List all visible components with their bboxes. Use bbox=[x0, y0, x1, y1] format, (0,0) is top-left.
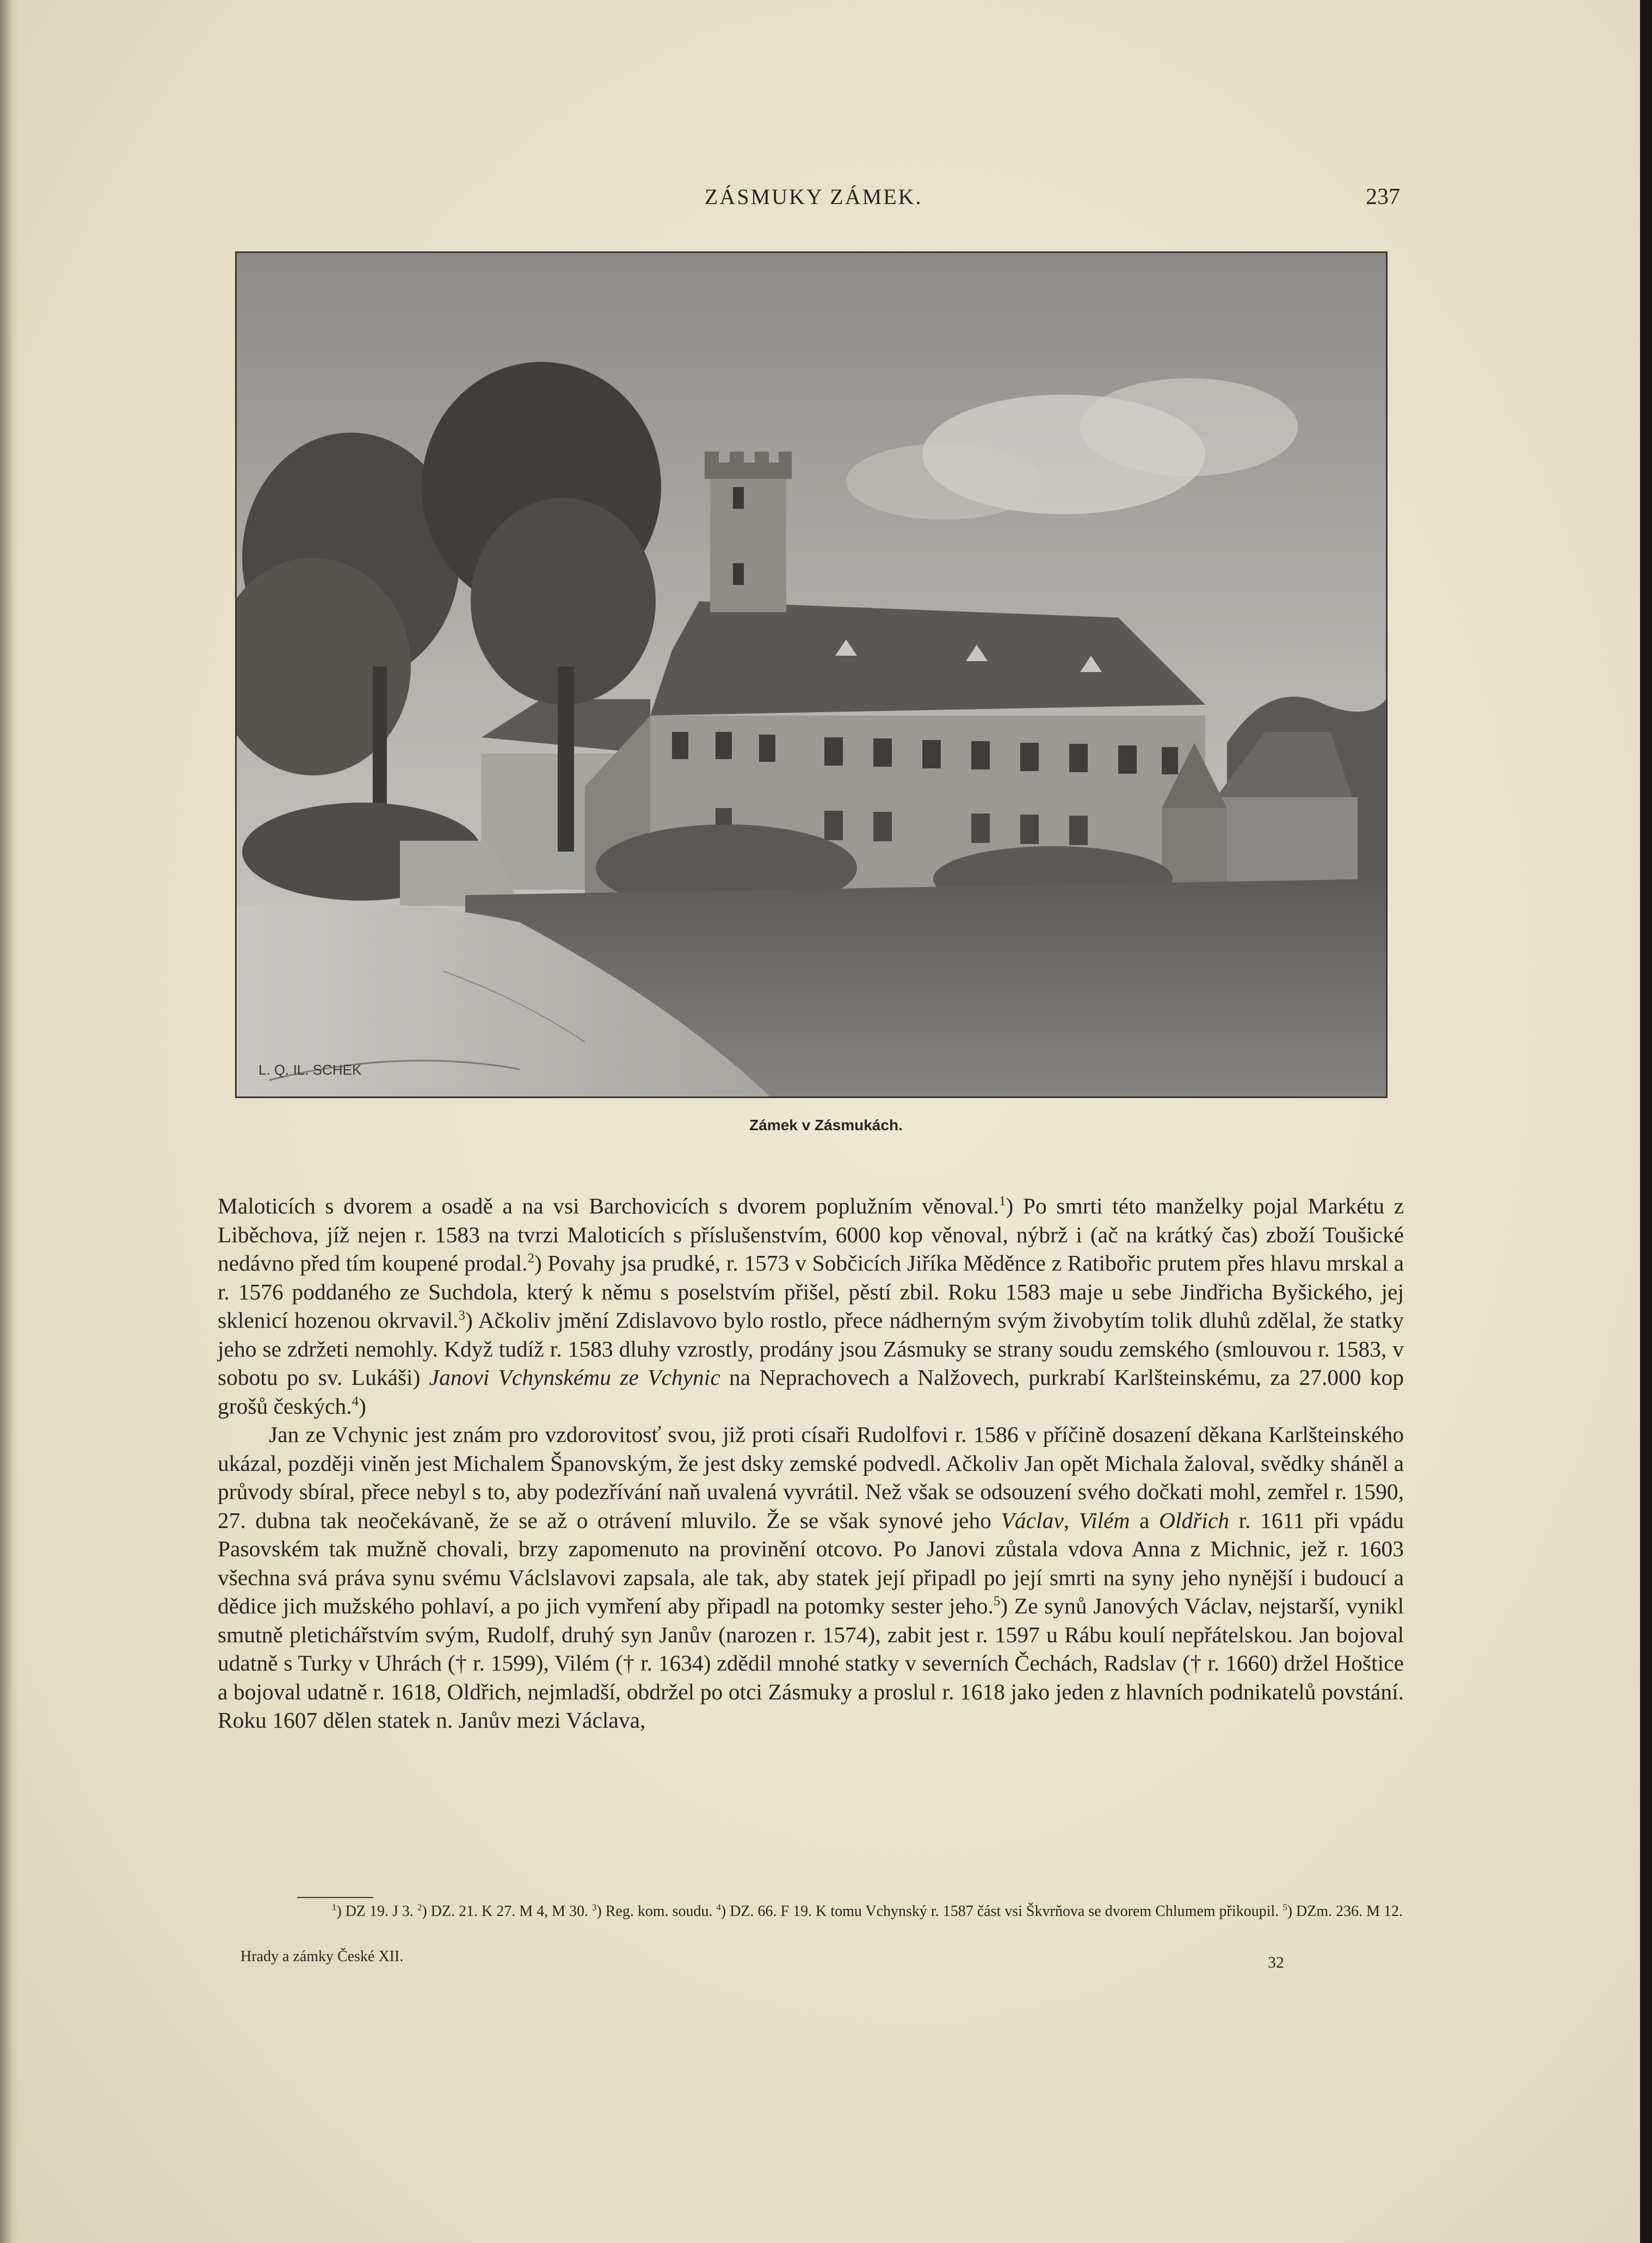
footnote: ) DZ 19. J 3. bbox=[336, 1903, 417, 1920]
footnote: ) Reg. kom. soudu. bbox=[596, 1903, 717, 1920]
page-number: 237 bbox=[1366, 184, 1400, 209]
footnote-ref: 1 bbox=[999, 1194, 1006, 1209]
footnote: ) DZ. 66. F 19. K tomu Vchynský r. 1587 část vsi Škvrňova se dvorem Chlumem přikoupil. bbox=[720, 1903, 1283, 1920]
text-run: na Neprachovech a Nalžovech, purkrabí Karlšteinskému, za 27.000 kop grošů českých. bbox=[218, 1365, 1404, 1419]
text-run: ) Povahy jsa prudké, r. 1573 v Sobčicích Jiříka Měděnce z Ratibořic prutem přes hlavu mrskal a r. 1576 poddaného ze Suchdola, který k němu s poselstvím přišel, pěstí zbil. Roku 1583 maje u sebe Jindřicha Byšického, jej sklenicí hozenou okrvavil. bbox=[218, 1250, 1404, 1333]
footnote-text bbox=[218, 1902, 1404, 1921]
footnote: ) DZm. 236. M 12. bbox=[1287, 1903, 1403, 1920]
text-run: ) Ze synů Janových Václav, nejstarší, vynikl smutně pletichářstvím svým, Rudolf, druhý syn Janův (narozen r. 1574), zabit jest r. 1597 u Rábu koulí nepřátelskou. Jan bojoval udatně s Turky v Uhrách († r. 1599), Vilém († r. 1634) zdědil mnohé statky v severních Čechách, Radslav († r. 1660) držel Hoštice a bojoval udatně r. 1618, Oldřich, nejmladší, obdržel po otci Zásmuky a proslul r. 1618 jako jeden z hlavních podnikatelů povstání. Roku 1607 dělen statek n. Janův mezi Václava, bbox=[218, 1593, 1404, 1733]
text-run: Maloticích s dvorem a osadě a na vsi Barchovicích s dvorem poplužním věnoval. bbox=[218, 1193, 999, 1218]
running-title: ZÁSMUKY ZÁMEK. bbox=[705, 184, 923, 209]
footnotes bbox=[218, 1902, 1404, 1921]
text-run: r. 1611 při vpádu Pasovském tak mužně chovali, brzy zapomenuto na provinění otcovo. Po Janovi zůstala vdova Anna z Michnic, jež r. 1603 všechna svá práva synu svému Václslavovi zapsala, ale tak, aby statek její připadl po její smrti na syny jeho nynější i budoucí a dědice jich mužského pohlaví, a po jich vymření aby připadl na potomky sester jeho. bbox=[218, 1507, 1404, 1618]
castle-engraving bbox=[237, 253, 1386, 1096]
footnote-ref: 4 bbox=[352, 1394, 359, 1409]
castle-illustration bbox=[235, 251, 1388, 1098]
text-run: , bbox=[1063, 1507, 1079, 1533]
text-run: ) bbox=[359, 1393, 366, 1419]
book-title-footer: Hrady a zámky České XII. bbox=[241, 1948, 404, 1965]
text-run: ) Po smrti této manželky pojal Markétu z Liběchova, jíž nejen r. 1583 na tvrzi Maloticích s příslušenstvím, 6000 kop věnoval, nýbrž i (ač na krátký čas) zboží Toušické nedávno před tím koupené prodal. bbox=[218, 1193, 1404, 1275]
paragraph-1 bbox=[218, 1192, 1404, 1420]
italic-name: Oldřich bbox=[1158, 1507, 1229, 1533]
italic-name: Vilém bbox=[1078, 1507, 1130, 1533]
footnote-ref: 5 bbox=[993, 1594, 1001, 1609]
artist-signature: L. Q. IL. SCHEK bbox=[258, 1062, 362, 1078]
footnote: ) DZ. 21. K 27. M 4, M 30. bbox=[422, 1903, 592, 1920]
footnote-number: 3 bbox=[592, 1902, 597, 1913]
footnote-number: 1 bbox=[332, 1902, 337, 1913]
text-run: ) Ačkoliv jmění Zdislavovo bylo rostlo, přece nádherným svým živobytím tolik dluhů zdělal, že statky jeho se zdržeti nemohly. Když tudíž r. 1583 dluhy vzrostly, prodány jsou Zásmuky se strany soudu zemského (smlouvou r. 1583, v sobotu po sv. Lukáši) bbox=[218, 1308, 1404, 1390]
footnote-ref: 2 bbox=[527, 1251, 534, 1266]
italic-name: Janovi Vchynskému ze Vchynic bbox=[429, 1365, 720, 1390]
footnote-ref: 3 bbox=[458, 1308, 465, 1323]
signature-mark: 32 bbox=[1268, 1954, 1284, 1971]
text-run: Jan ze Vchynic jest znám pro vzdorovitosť svou, již proti císaři Rudolfovi r. 1586 v příčině dosazení děkana Karlšteinského ukázal, později viněn jest Michalem Španovským, že jest dsky zemské podvedl. Ačkoliv Jan opět Michala žaloval, svědky sháněl a průvody sbíral, přece nebyl s to, aby podezřívání naň uvalená vyvrátil. Než však se odsouzení svého dočkati mohl, zemřel r. 1590, 27. dubna tak neočekávaně, že se až o otrávení mluvilo. Že se však synové jeho bbox=[218, 1422, 1404, 1533]
footnote-number: 4 bbox=[716, 1902, 721, 1913]
footnote-number: 2 bbox=[417, 1902, 422, 1913]
footnote-number: 5 bbox=[1283, 1902, 1287, 1913]
text-run: a bbox=[1130, 1507, 1159, 1533]
body-text bbox=[218, 1192, 1404, 1735]
italic-name: Václav bbox=[1001, 1507, 1064, 1533]
figure-caption: Zámek v Zásmukách. bbox=[749, 1117, 903, 1133]
running-head bbox=[0, 184, 1652, 217]
paragraph-2 bbox=[218, 1420, 1404, 1735]
footnote-rule bbox=[297, 1897, 373, 1898]
